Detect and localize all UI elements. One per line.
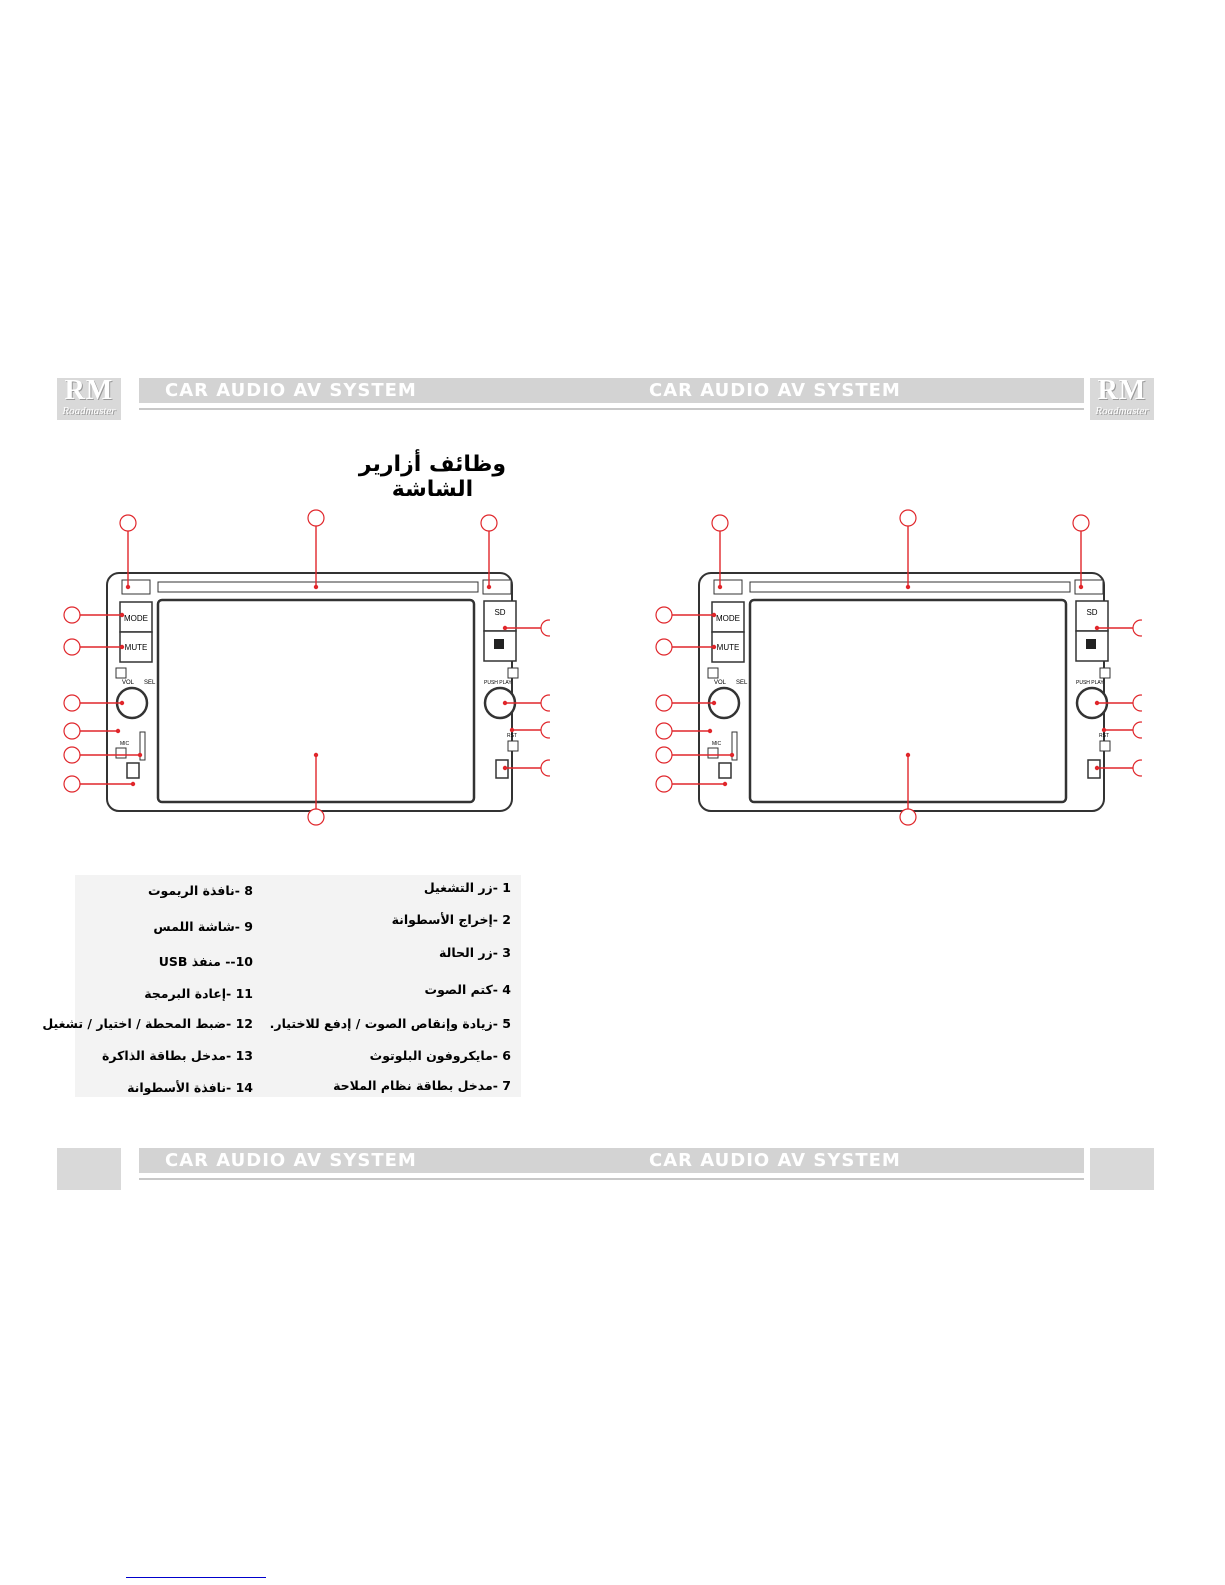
footer-link-underline: [126, 1577, 266, 1578]
mode-label: MODE: [124, 614, 148, 623]
mic-hole: [708, 748, 718, 758]
footer-rule: [139, 1178, 1084, 1180]
legend-item-6: 6 -مايكروفون البلوتوث: [369, 1048, 511, 1063]
callout-dot-7: [708, 729, 712, 733]
sd-card-slot: [494, 639, 504, 649]
callout-dot-6: [712, 701, 716, 705]
footer-strip-text-left: CAR AUDIO AV SYSTEM: [165, 1150, 417, 1171]
remote-window: [127, 763, 139, 778]
callout-dot-4: [120, 613, 124, 617]
callout-dot-8: [730, 753, 734, 757]
callout-dot-3: [1079, 585, 1083, 589]
callout-circle-11: [541, 620, 550, 636]
mute-label: MUTE: [716, 643, 740, 652]
square-key-left: [708, 668, 718, 678]
callout-dot-7: [116, 729, 120, 733]
header-strip: [139, 378, 1084, 403]
square-key-right: [1100, 668, 1110, 678]
rst-label: RST: [1099, 733, 1109, 739]
sd-label: SD: [494, 608, 506, 617]
callout-circle-10: [900, 809, 916, 825]
callout-dot-1: [718, 585, 722, 589]
sd-label: SD: [1086, 608, 1098, 617]
callout-dot-12: [1095, 701, 1099, 705]
callout-dot-8: [138, 753, 142, 757]
legend-item-1: 1 -زر التشغيل: [423, 880, 511, 895]
legend-item-2: 2 -إخراج الأسطوانة: [391, 912, 511, 927]
rst-label: RST: [507, 733, 517, 739]
callout-dot-2: [906, 585, 910, 589]
legend-item-12: 12 -ضبط المحطة / اختيار / تشغيل: [42, 1016, 253, 1031]
callout-circle-14: [1133, 760, 1142, 776]
callout-circle-8: [656, 747, 672, 763]
callout-circle-1: [120, 515, 136, 531]
callout-circle-9: [64, 776, 80, 792]
mic-hole: [116, 748, 126, 758]
reset-hole: [1100, 741, 1110, 751]
callout-circle-2: [900, 510, 916, 526]
callout-circle-7: [64, 723, 80, 739]
callout-circle-12: [1133, 695, 1142, 711]
callout-dot-5: [120, 645, 124, 649]
callout-circle-5: [64, 639, 80, 655]
callout-dot-3: [487, 585, 491, 589]
callout-dot-10: [906, 753, 910, 757]
roadmaster-logo-left: RM Roadmaster: [57, 378, 121, 420]
callout-dot-11: [503, 626, 507, 630]
callout-circle-9: [656, 776, 672, 792]
callout-dot-4: [712, 613, 716, 617]
legend-box: [42, 875, 521, 1097]
callout-circle-2: [308, 510, 324, 526]
callout-circle-13: [1133, 722, 1142, 738]
callout-circle-14: [541, 760, 550, 776]
sel-label: SEL: [736, 680, 748, 686]
footer-strip-text-right: CAR AUDIO AV SYSTEM: [649, 1150, 901, 1171]
roadmaster-logo-right: RM Roadmaster: [1090, 378, 1154, 420]
legend-item-11: 11 -إعادة البرمجة: [144, 986, 253, 1001]
callout-circle-1: [712, 515, 728, 531]
footer-box-right: [1090, 1148, 1154, 1190]
callout-dot-5: [712, 645, 716, 649]
callout-circle-8: [64, 747, 80, 763]
callout-circle-12: [541, 695, 550, 711]
header-rule: [139, 408, 1084, 410]
sel-label: SEL: [144, 680, 156, 686]
callout-circle-10: [308, 809, 324, 825]
callout-dot-2: [314, 585, 318, 589]
callout-circle-6: [64, 695, 80, 711]
legend-item-8: 8 -نافذة الريموت: [148, 883, 253, 898]
mic-label: MIC: [120, 741, 130, 747]
square-key-left: [116, 668, 126, 678]
callout-dot-13: [1102, 728, 1106, 732]
sd-card-slot: [1086, 639, 1096, 649]
footer-strip: [139, 1148, 1084, 1173]
legend-item-10: 10-- منفذ USB: [158, 954, 253, 969]
legend-item-9: 9 -شاشة اللمس: [153, 919, 253, 934]
mute-label: MUTE: [124, 643, 148, 652]
callout-dot-10: [314, 753, 318, 757]
vol-label: VOL: [714, 680, 727, 686]
callout-dot-13: [510, 728, 514, 732]
legend-item-5: 5 -زيادة وإنقاص الصوت / إدفع للاختيار.: [269, 1016, 511, 1031]
callout-circle-4: [656, 607, 672, 623]
vol-label: VOL: [122, 680, 135, 686]
push-play-label: PUSH PLAY: [484, 680, 512, 686]
legend-item-3: 3 -زر الحالة: [439, 945, 511, 960]
callout-dot-9: [131, 782, 135, 786]
mode-label: MODE: [716, 614, 740, 623]
footer-band: [57, 1148, 1166, 1208]
header-strip-text-left: CAR AUDIO AV SYSTEM: [165, 380, 417, 401]
callout-circle-11: [1133, 620, 1142, 636]
remote-window: [719, 763, 731, 778]
mic-label: MIC: [712, 741, 722, 747]
callout-dot-11: [1095, 626, 1099, 630]
callout-dot-14: [503, 766, 507, 770]
legend-item-13: 13 -مدخل بطاقة الذاكرة: [101, 1048, 253, 1063]
header-strip-text-right: CAR AUDIO AV SYSTEM: [649, 380, 901, 401]
legend-item-14: 14 -نافذة الأسطوانة: [127, 1080, 253, 1095]
callout-dot-6: [120, 701, 124, 705]
square-key-right: [508, 668, 518, 678]
callout-circle-3: [1073, 515, 1089, 531]
callout-dot-12: [503, 701, 507, 705]
callout-dot-1: [126, 585, 130, 589]
callout-circle-4: [64, 607, 80, 623]
head-unit-diagram-right: [652, 508, 1142, 828]
callout-dot-9: [723, 782, 727, 786]
head-unit-diagram-left: [60, 508, 550, 828]
callout-circle-7: [656, 723, 672, 739]
legend-item-4: 4 -كتم الصوت: [424, 982, 511, 997]
callout-dot-14: [1095, 766, 1099, 770]
reset-hole: [508, 741, 518, 751]
callout-circle-5: [656, 639, 672, 655]
callout-circle-13: [541, 722, 550, 738]
callout-circle-6: [656, 695, 672, 711]
footer-box-left: [57, 1148, 121, 1190]
page-title: وظائف أزارير الشاشة: [358, 452, 507, 502]
header-band: [57, 375, 1166, 438]
legend-item-7: 7 -مدخل بطاقة نظام الملاحة: [333, 1078, 511, 1093]
push-play-label: PUSH PLAY: [1076, 680, 1104, 686]
callout-circle-3: [481, 515, 497, 531]
